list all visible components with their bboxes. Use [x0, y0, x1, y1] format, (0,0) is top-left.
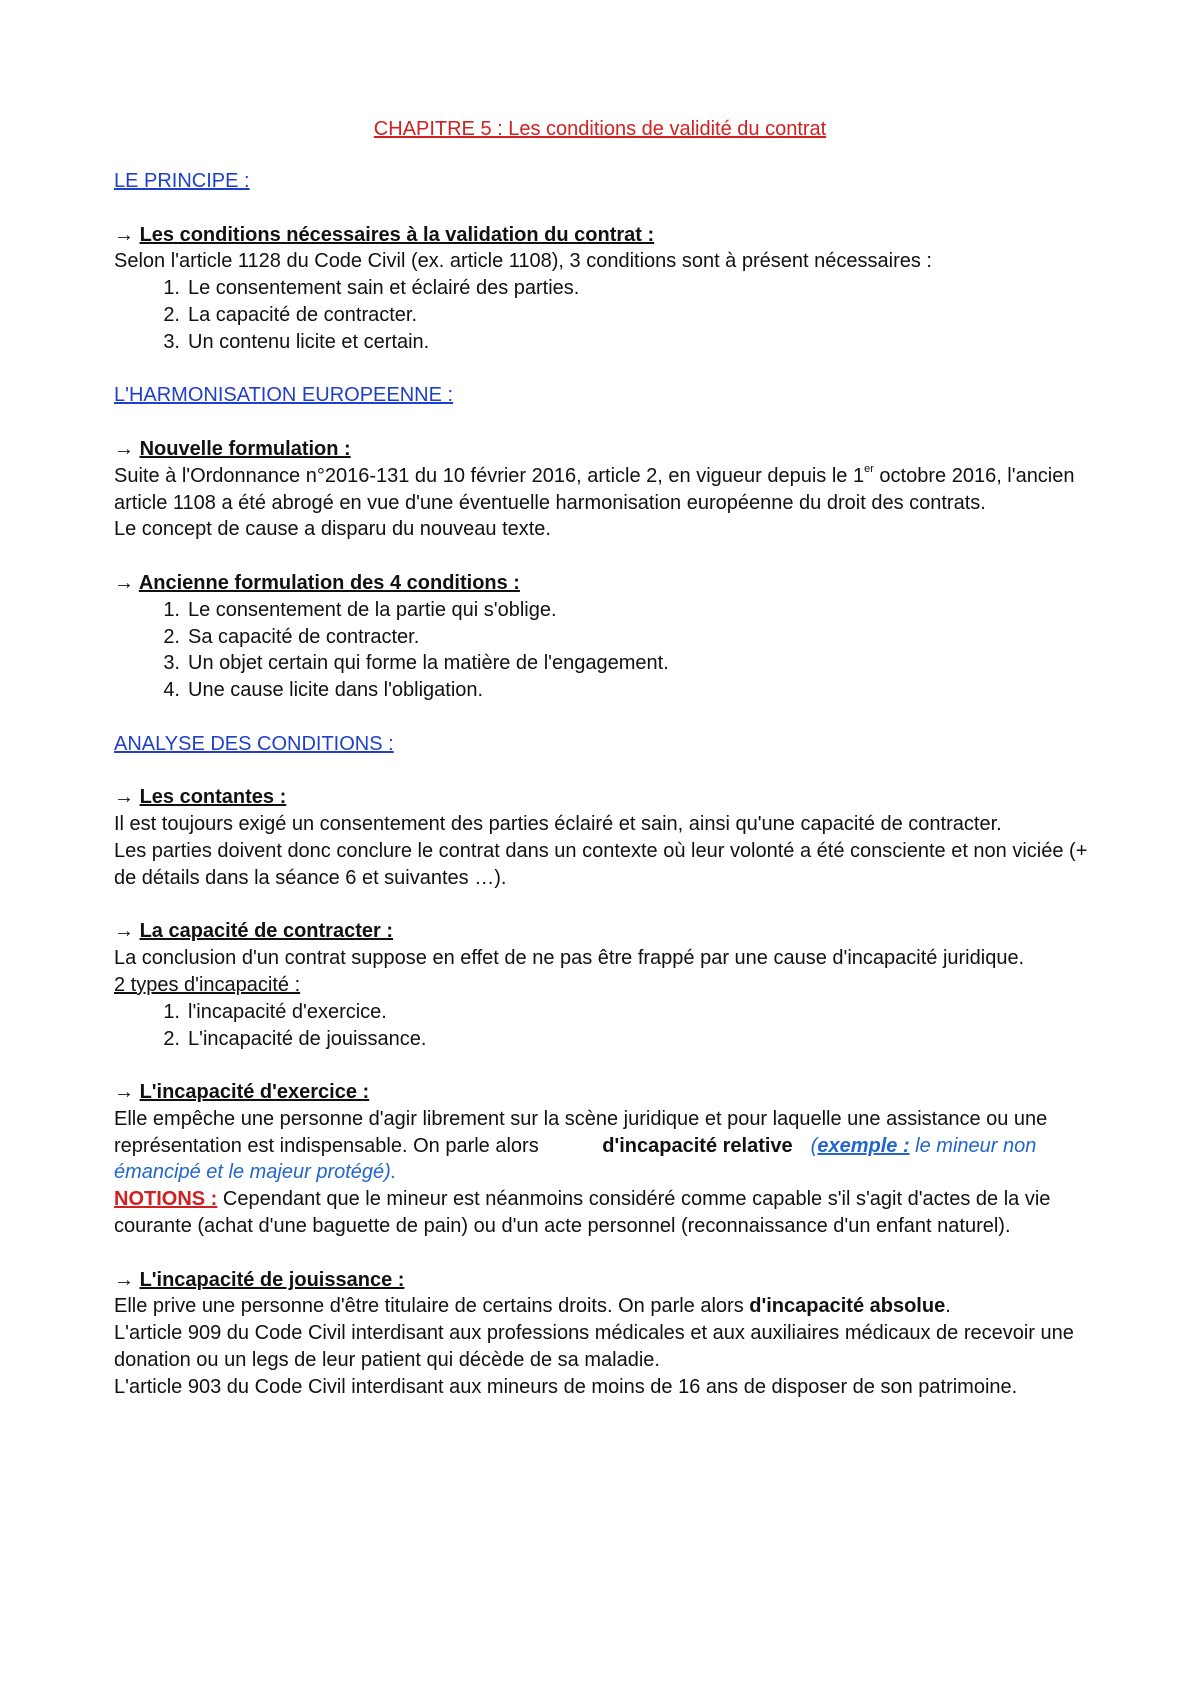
paragraph: La conclusion d'un contrat suppose en effet de ne pas être frappé par une cause d'incapacité juridique.: [114, 947, 1025, 970]
chapter-title: CHAPITRE 5 : Les conditions de validité du contrat: [373, 118, 827, 140]
list-item: 2. La capacité de contracter.: [163, 303, 418, 326]
subheading-conditions: → Les conditions nécessaires à la validation du contrat :: [114, 223, 655, 246]
paragraph: L'article 903 du Code Civil interdisant aux mineurs de moins de 16 ans de disposer de son patrimoine.: [114, 1375, 1018, 1398]
list-item: 1. Le consentement de la partie qui s'oblige.: [163, 598, 557, 621]
subheading-incapacite-exercice: → L'incapacité d'exercice :: [114, 1081, 370, 1104]
arrow-icon: →: [114, 1268, 134, 1291]
section-heading-principe: LE PRINCIPE :: [114, 170, 250, 192]
paragraph: L'article 909 du Code Civil interdisant aux professions médicales et aux auxiliaires médicaux de recevoir une donation ou un legs de leur patient qui décède de sa maladie.: [114, 1322, 1074, 1372]
arrow-icon: →: [114, 223, 134, 246]
subheading-ancienne-formulation: → Ancienne formulation des 4 conditions :: [114, 571, 520, 594]
list-item: 3. Un objet certain qui forme la matière de l'engagement.: [163, 652, 669, 675]
numbered-list: [114, 275, 1094, 355]
list-item: 2. L'incapacité de jouissance.: [163, 1027, 427, 1050]
subheading-capacite: → La capacité de contracter :: [114, 920, 393, 943]
list-item: 1. Le consentement sain et éclairé des parties.: [163, 277, 580, 300]
types-label: 2 types d'incapacité :: [114, 973, 301, 996]
subheading-contantes: → Les contantes :: [114, 786, 287, 809]
section-heading-analyse: ANALYSE DES CONDITIONS :: [114, 732, 394, 755]
paragraph: Elle prive une personne d'être titulaire de certains droits. On parle alors d'incapacité absolue.: [114, 1295, 951, 1318]
numbered-list: [114, 999, 1094, 1053]
arrow-icon: →: [114, 786, 134, 809]
paragraph: Il est toujours exigé un consentement des parties éclairé et sain, ainsi qu'une capacité de contracter.: [114, 813, 1002, 836]
paragraph: Selon l'article 1128 du Code Civil (ex. article 1108), 3 conditions sont à présent nécessaires :: [114, 250, 932, 273]
list-item: 2. Sa capacité de contracter.: [163, 625, 420, 648]
subheading-incapacite-jouissance: → L'incapacité de jouissance :: [114, 1268, 405, 1291]
document-body: [114, 168, 1094, 1401]
numbered-list: [114, 597, 1094, 704]
paragraph: Le concept de cause a disparu du nouveau texte.: [114, 518, 551, 541]
arrow-icon: →: [114, 437, 134, 460]
list-item: 1. l'incapacité d'exercice.: [163, 1000, 387, 1023]
paragraph: NOTIONS : Cependant que le mineur est néanmoins considéré comme capable s'il s'agit d'actes de la vie courante (achat d'une baguette de pain) ou d'un acte personnel (reconnaissance d'un enfant naturel).: [114, 1188, 1051, 1238]
arrow-icon: →: [114, 571, 134, 594]
list-item: 3. Un contenu licite et certain.: [163, 330, 430, 353]
arrow-icon: →: [114, 920, 134, 943]
paragraph: Les parties doivent donc conclure le contrat dans un contexte où leur volonté a été consciente et non viciée (+ de détails dans la séance 6 et suivantes …).: [114, 839, 1088, 889]
arrow-icon: →: [114, 1081, 134, 1104]
paragraph: Suite à l'Ordonnance n°2016-131 du 10 février 2016, article 2, en vigueur depuis le 1er octobre 2016, l'ancien article 1108 a été abrogé en vue d'une éventuelle harmonisation européenne du droit des contrats.: [114, 463, 1075, 514]
subheading-nouvelle-formulation: → Nouvelle formulation :: [114, 437, 351, 460]
list-item: 4. Une cause licite dans l'obligation.: [163, 679, 484, 702]
paragraph: Elle empêche une personne d'agir librement sur la scène juridique et pour laquelle une assistance ou une représentation est indispensable. On parle alors d'incapacité relative (exemple : le mineur non émancipé et le majeur protégé).: [114, 1107, 1048, 1184]
section-heading-harmonisation: L'HARMONISATION EUROPEENNE :: [114, 384, 454, 407]
